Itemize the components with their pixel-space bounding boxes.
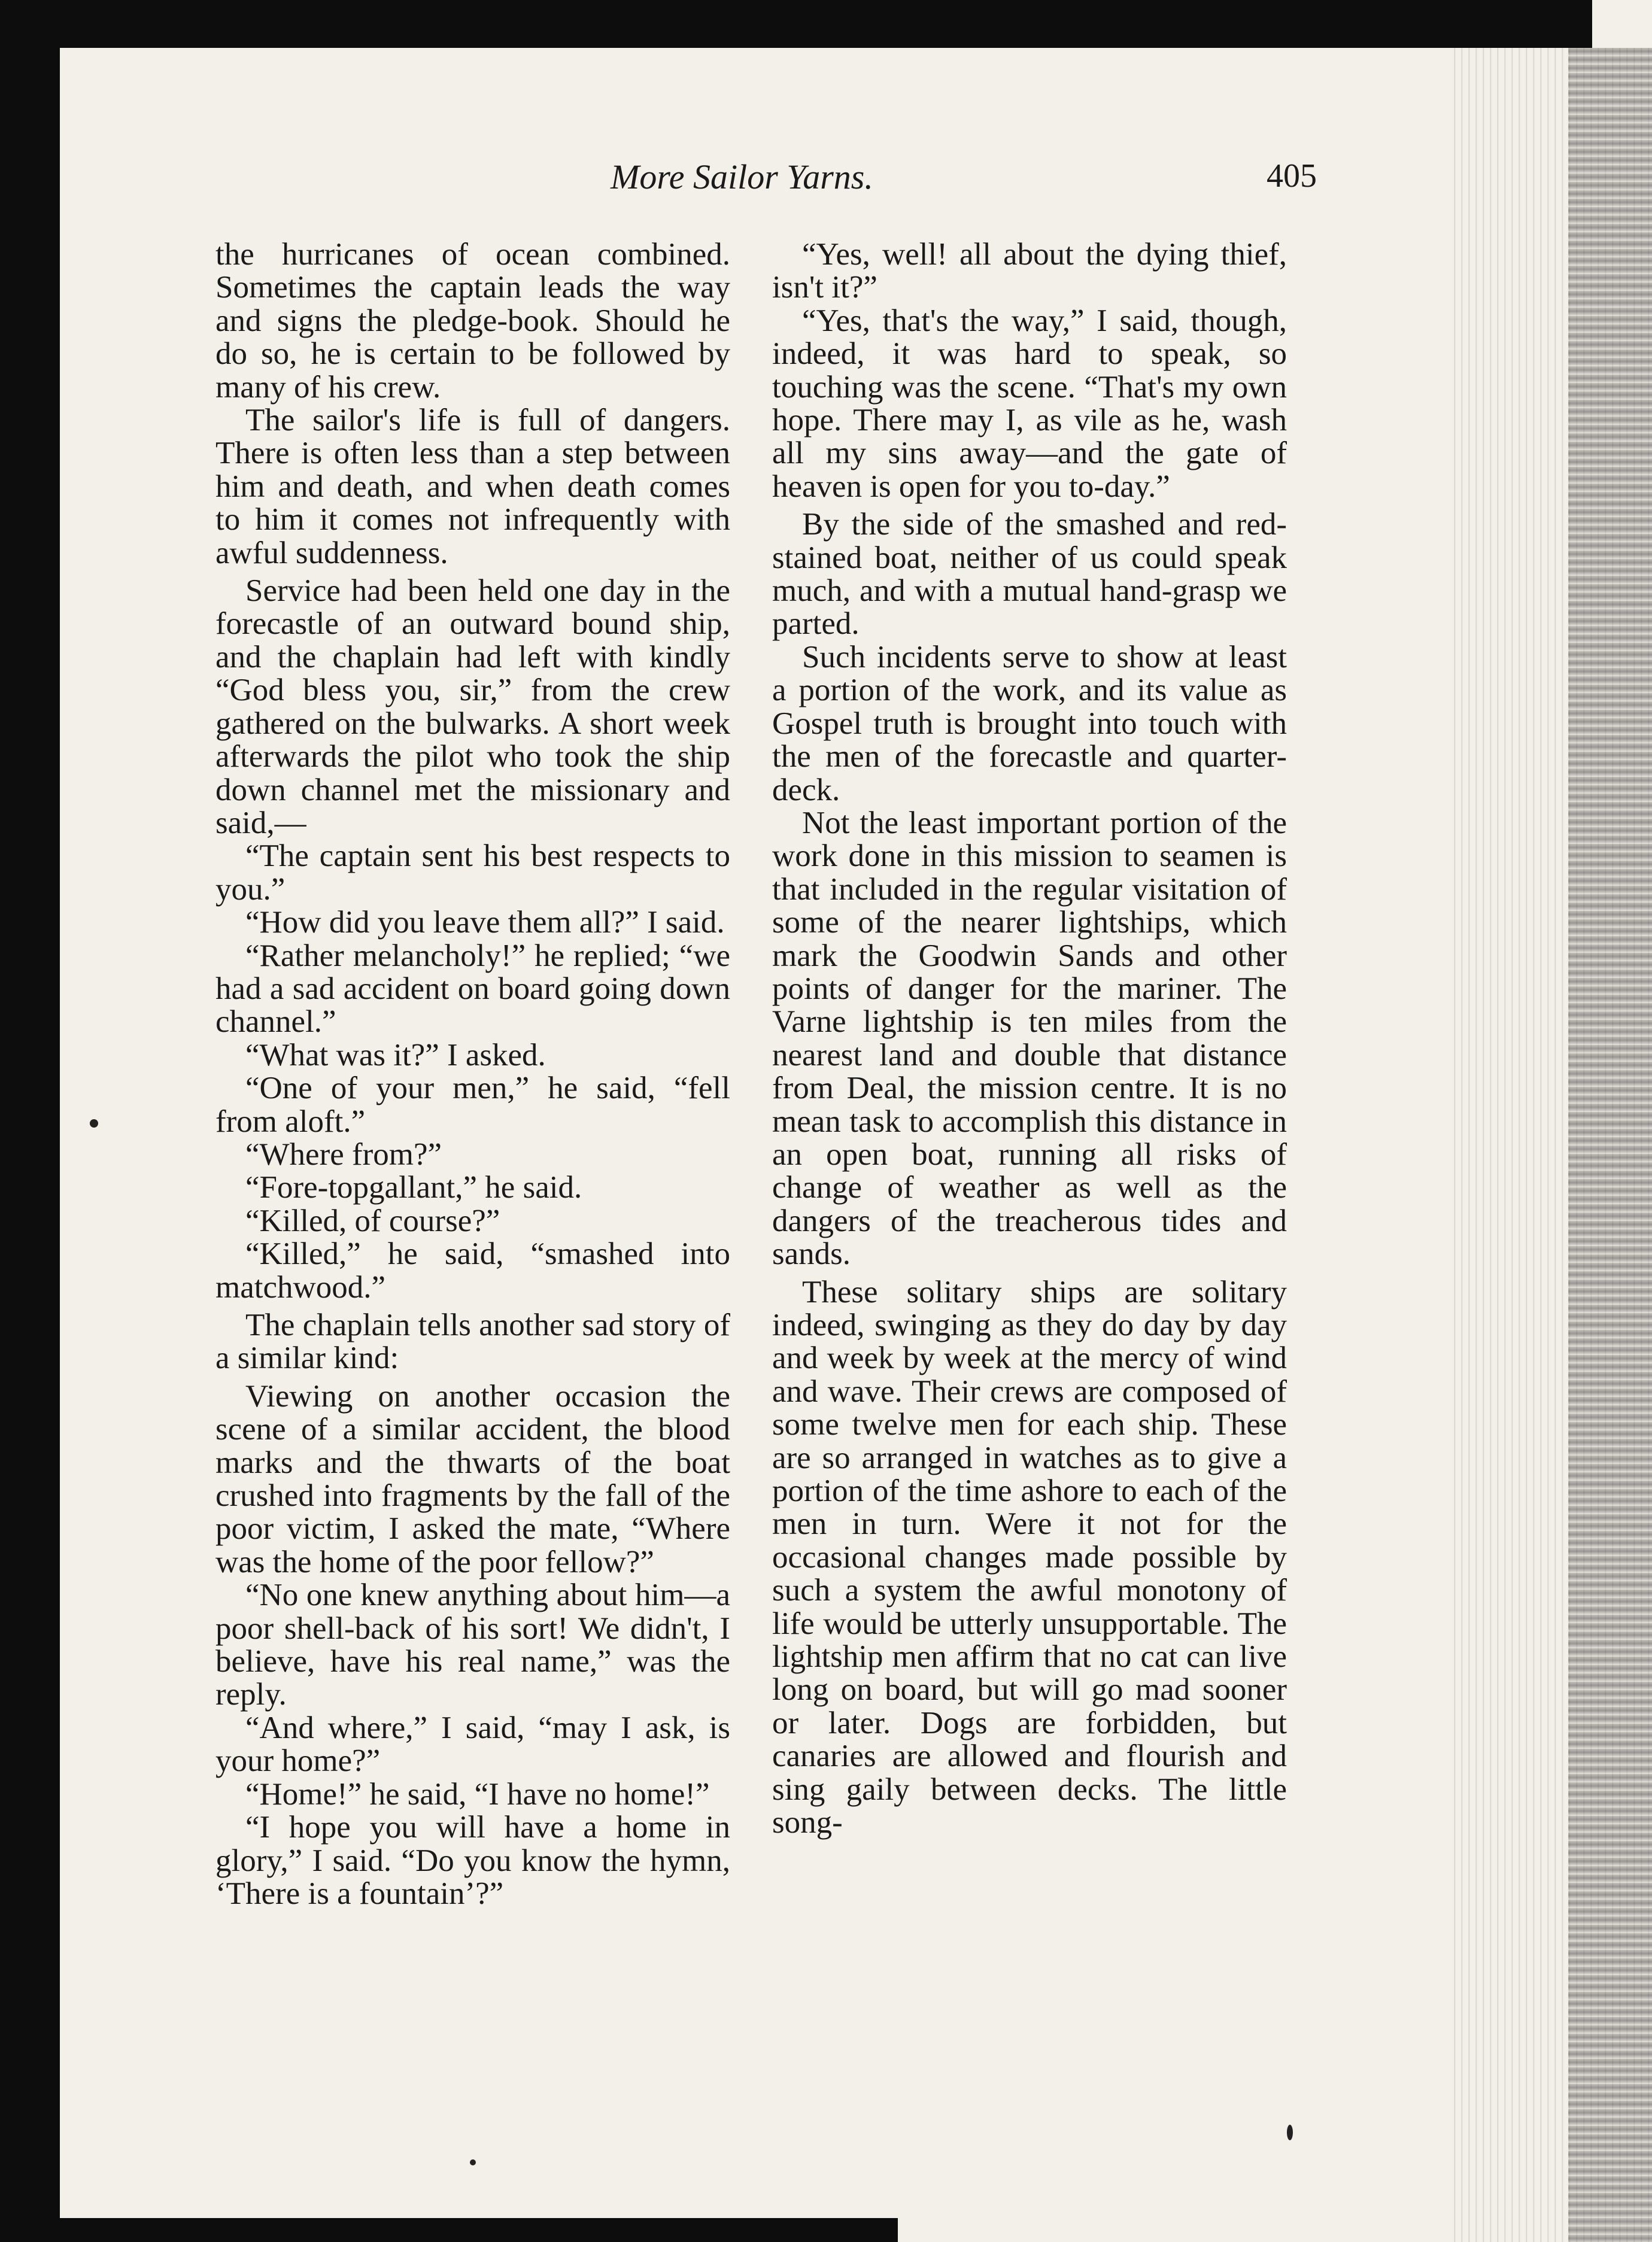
paragraph: “I hope you will have a home in glory,” I said. “Do you know the hymn, ‘There is a fountain’?”	[215, 1810, 730, 1911]
running-title: More Sailor Yarns.	[611, 157, 873, 196]
paragraph: “Yes, well! all about the dying thief, isn't it?”	[772, 237, 1287, 305]
paragraph: “Fore-topgallant,” he said.	[245, 1170, 582, 1205]
paragraph: The sailor's life is full of dangers. There is often less than a step between him and death, and when death comes to him it comes not infrequently with awful suddenness.	[215, 403, 730, 570]
paragraph: Not the least important portion of the work done in this mission to seamen is that included in the regular visitation of some of the nearer lightships, which mark the Goodwin Sands and other points of danger for the mariner. The Varne lightship is ten miles from the nearest land and double that distance from Deal, the mission centre. It is no mean task to accomplish this distance in an open boat, running all risks of change of weather as well as the dangers of the treacherous tides and sands.	[772, 805, 1287, 1272]
paragraph: These solitary ships are solitary indeed, swinging as they do day by day and week by week at the mercy of wind and wave. Their crews are composed of some twelve men for each ship. These are so arranged in watches as to give a portion of the time ashore to each of the men in turn. Were it not for the occasional changes made possible by such a system the awful monotony of life would be utterly unsupportable. The lightship men affirm that no cat can live long on board, but will go mad sooner or later. Dogs are forbidden, but canaries are allowed and flourish and sing gaily between decks. The little song-	[772, 1274, 1287, 1840]
ink-speck	[470, 2159, 476, 2165]
paragraph: “Killed, of course?”	[245, 1203, 500, 1238]
paragraph: “Where from?”	[245, 1137, 442, 1172]
paragraph: The chaplain tells another sad story of a similar kind:	[215, 1308, 730, 1376]
paragraph: “What was it?” I asked.	[245, 1037, 546, 1073]
paragraph: By the side of the smashed and red-stained boat, neither of us could speak much, and with a mutual hand-grasp we parted.	[772, 507, 1287, 642]
paragraph: Viewing on another occasion the scene of a similar accident, the blood marks and the thwarts of the boat crushed into fragments by the fall of the poor victim, I asked the mate, “Where was the home of the poor fellow?”	[215, 1378, 730, 1579]
paragraph: “Killed,” he said, “smashed into matchwood.”	[215, 1237, 730, 1305]
paragraph: “One of your men,” he said, “fell from aloft.”	[215, 1071, 730, 1139]
scan-border-left	[0, 18, 60, 2242]
paragraph: Such incidents serve to show at least a portion of the work, and its value as Gospel truth is brought into touch with the men of the forecastle and quarter-deck.	[772, 639, 1287, 807]
page-header	[611, 157, 1317, 205]
paragraph: “Home!” he said, “I have no home!”	[245, 1776, 710, 1812]
paragraph: “Rather melancholy!” he replied; “we had a sad accident on board going down channel.”	[215, 938, 730, 1040]
scan-border-top	[0, 0, 1592, 48]
ink-speck	[90, 1119, 98, 1128]
left-column	[215, 238, 730, 1910]
paragraph: “Yes, that's the way,” I said, though, indeed, it was hard to speak, so touching was the scene. “That's my own hope. There may I, as vile as he, wash all my sins away—and the gate of heaven is open for you to-day.”	[772, 303, 1287, 504]
paragraph: Service had been held one day in the forecastle of an outward bound ship, and the chaplain had left with kindly “God bless you, sir,” from the crew gathered on the bulwarks. A short week afterwards the pilot who took the ship down channel met the missionary and said,—	[215, 573, 730, 840]
page-number: 405	[1267, 157, 1317, 195]
paragraph: “No one knew anything about him—a poor shell-back of his sort! We didn't, I believe, have his real name,” was the reply.	[215, 1578, 730, 1712]
ink-speck	[1287, 2125, 1293, 2140]
binding-edge	[1568, 48, 1652, 2242]
paragraph: “The captain sent his best respects to you.”	[215, 839, 730, 907]
paragraph: “How did you leave them all?” I said.	[245, 905, 725, 940]
right-column	[772, 238, 1287, 1840]
scan-border-bottom	[0, 2218, 898, 2242]
paragraph: the hurricanes of ocean combined. Sometimes the captain leads the way and signs the pledge-book. Should he do so, he is certain to be followed by many of his crew.	[215, 237, 730, 405]
paragraph: “And where,” I said, “may I ask, is your home?”	[215, 1710, 730, 1779]
